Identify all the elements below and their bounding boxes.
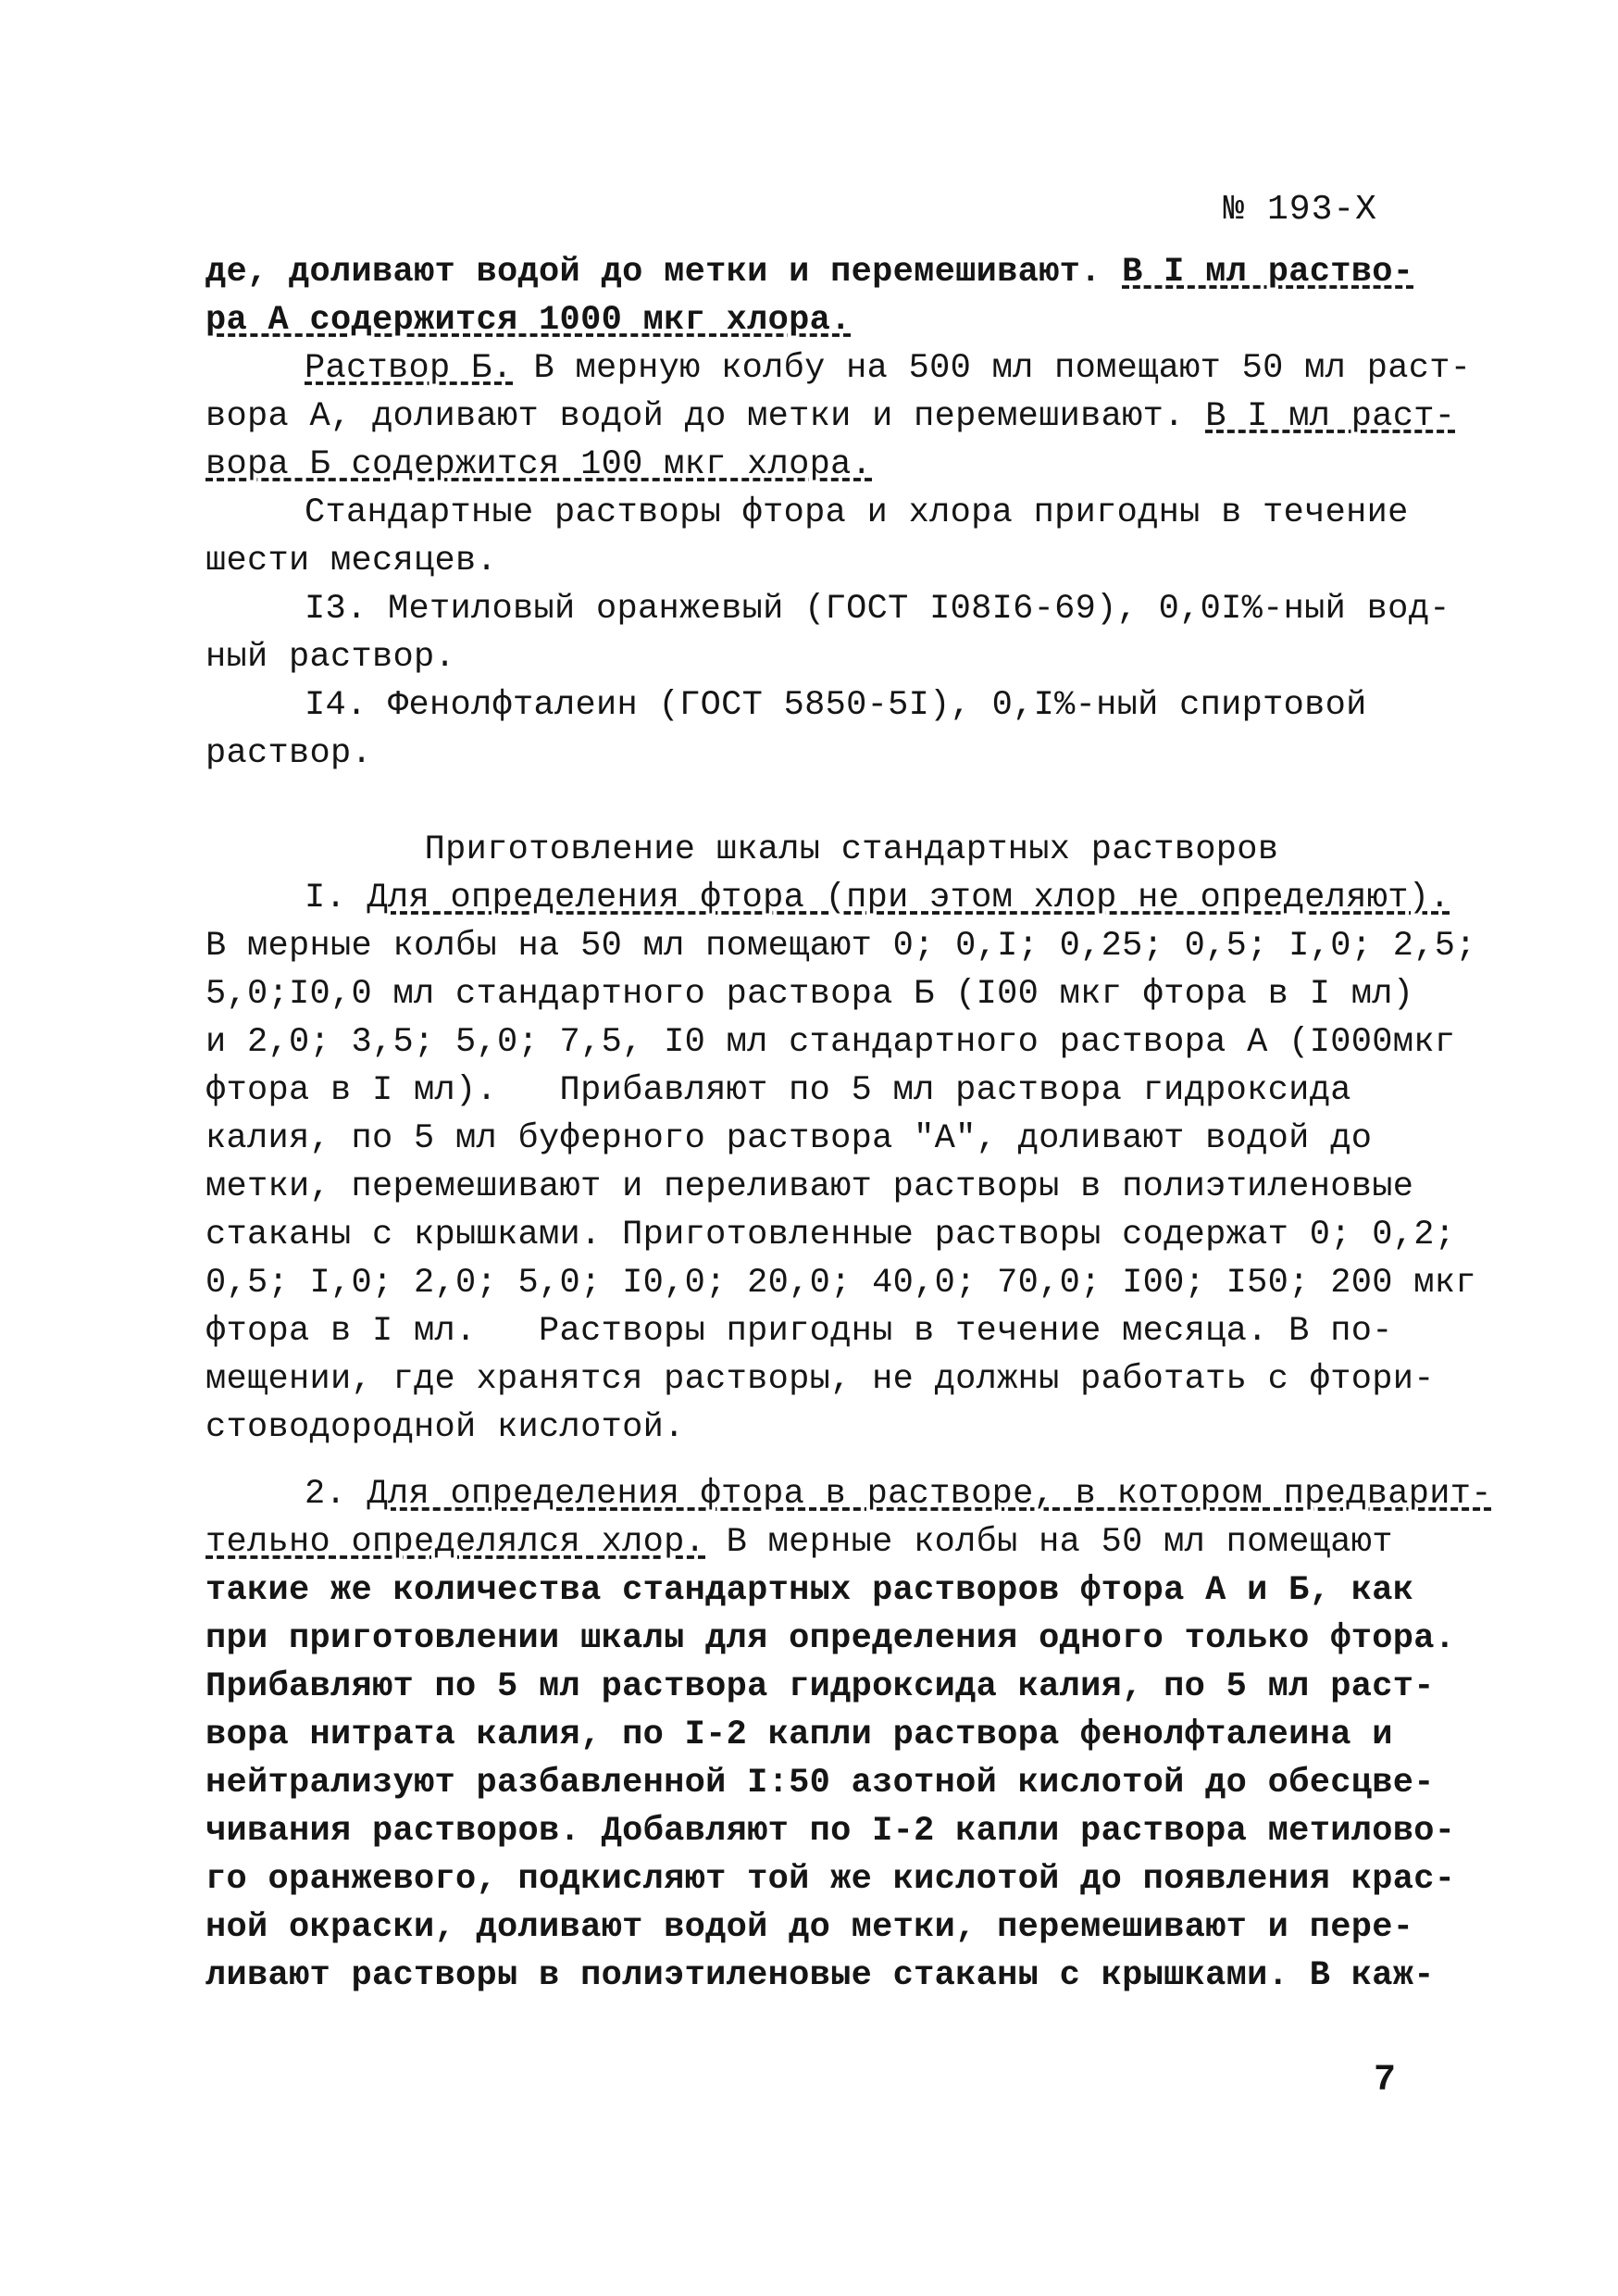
underlined-text: Раствор Б. — [305, 349, 514, 388]
text-line — [205, 248, 1442, 296]
text-line: при приготовлении шкалы для определения одного только фтора. — [205, 1619, 1456, 1658]
text-line: мещении, где хранятся растворы, не должны работать с фтори- — [205, 1360, 1435, 1399]
underlined-text: Для определения фтора в растворе, в котором предварит- — [367, 1475, 1492, 1514]
section-heading: Приготовление шкалы стандартных растворов — [424, 830, 1279, 869]
text-line: I3. Метиловый оранжевый (ГОСТ I08I6-69), 0,0I%-ный вод- — [305, 590, 1450, 629]
text-line: такие же количества стандартных растворов фтора А и Б, как — [205, 1571, 1414, 1610]
text-line: стоводородной кислотой. — [205, 1408, 685, 1447]
text-line: метки, перемешивают и переливают растворы в полиэтиленовые — [205, 1167, 1414, 1206]
text-line: калия, по 5 мл буферного раствора "А", доливают водой до — [205, 1119, 1373, 1158]
underlined-text: В I мл раство- — [1122, 253, 1414, 292]
text-span: I. — [305, 879, 367, 917]
text-line: стаканы с крышками. Приготовленные растворы содержат 0; 0,2; — [205, 1216, 1456, 1254]
text-line — [205, 874, 1450, 922]
text-line: вора нитрата калия, по I-2 капли раствора фенолфталеина и — [205, 1716, 1393, 1754]
underlined-text: Для определения фтора (при этом хлор не определяют). — [367, 879, 1450, 917]
text-span: В мерную колбу на 500 мл помещают 50 мл раст- — [513, 349, 1472, 388]
text-span: вора А, доливают водой до метки и перемешивают. — [205, 397, 1206, 436]
text-line: фтора в I мл). Прибавляют по 5 мл раствора гидроксида — [205, 1071, 1351, 1110]
text-line: шести месяцев. — [205, 542, 498, 580]
text-line — [205, 1470, 1492, 1518]
document-number: № 193-Х — [1223, 190, 1377, 230]
text-line: 5,0;I0,0 мл стандартного раствора Б (I00 мкг фтора в I мл) — [205, 975, 1414, 1014]
text-line: нейтрализуют разбавленной I:50 азотной кислотой до обесцве- — [205, 1764, 1435, 1803]
text-line: го оранжевого, подкисляют той же кислотой до появления крас- — [205, 1860, 1456, 1899]
text-line: Прибавляют по 5 мл раствора гидроксида калия, по 5 мл раст- — [205, 1667, 1435, 1706]
underlined-text: вора Б содержится 100 мкг хлора. — [205, 445, 873, 484]
underlined-text: тельно определялся хлор. — [205, 1523, 706, 1562]
text-span: 2. — [305, 1475, 367, 1514]
text-line — [205, 1518, 1442, 1566]
page-number: 7 — [1373, 2060, 1396, 2102]
paragraph-gap — [205, 1452, 1442, 1470]
text-line: Стандартные растворы фтора и хлора пригодны в течение — [305, 493, 1409, 532]
text-line: и 2,0; 3,5; 5,0; 7,5, I0 мл стандартного раствора А (I000мкг — [205, 1023, 1456, 1062]
body-text — [205, 248, 1492, 2000]
text-line: ливают растворы в полиэтиленовые стаканы с крышками. В каж- — [205, 1956, 1435, 1995]
text-line: чивания растворов. Добавляют по I-2 капли раствора метилово- — [205, 1812, 1456, 1851]
text-line — [205, 344, 1472, 393]
text-line — [205, 441, 1442, 489]
text-span: В мерные колбы на 50 мл помещают — [705, 1523, 1393, 1562]
text-line — [205, 296, 1442, 344]
text-line: I4. Фенолфталеин (ГОСТ 5850-5I), 0,I%-ный спиртовой — [305, 686, 1367, 725]
text-line: В мерные колбы на 50 мл помещают 0; 0,I; 0,25; 0,5; I,0; 2,5; — [205, 927, 1476, 966]
text-line — [205, 393, 1456, 441]
underlined-text: В I мл раст- — [1205, 397, 1456, 436]
text-span: де, доливают водой до метки и перемешивают. — [205, 253, 1123, 292]
underlined-text: ра А содержится 1000 мкг хлора. — [205, 301, 852, 340]
text-line: ной окраски, доливают водой до метки, перемешивают и пере- — [205, 1908, 1414, 1947]
text-line: фтора в I мл. Растворы пригодны в течение месяца. В по- — [205, 1312, 1393, 1351]
text-line: раствор. — [205, 734, 373, 773]
text-line: ный раствор. — [205, 638, 456, 677]
text-line: 0,5; I,0; 2,0; 5,0; I0,0; 20,0; 40,0; 70,0; I00; I50; 200 мкг — [205, 1264, 1476, 1303]
